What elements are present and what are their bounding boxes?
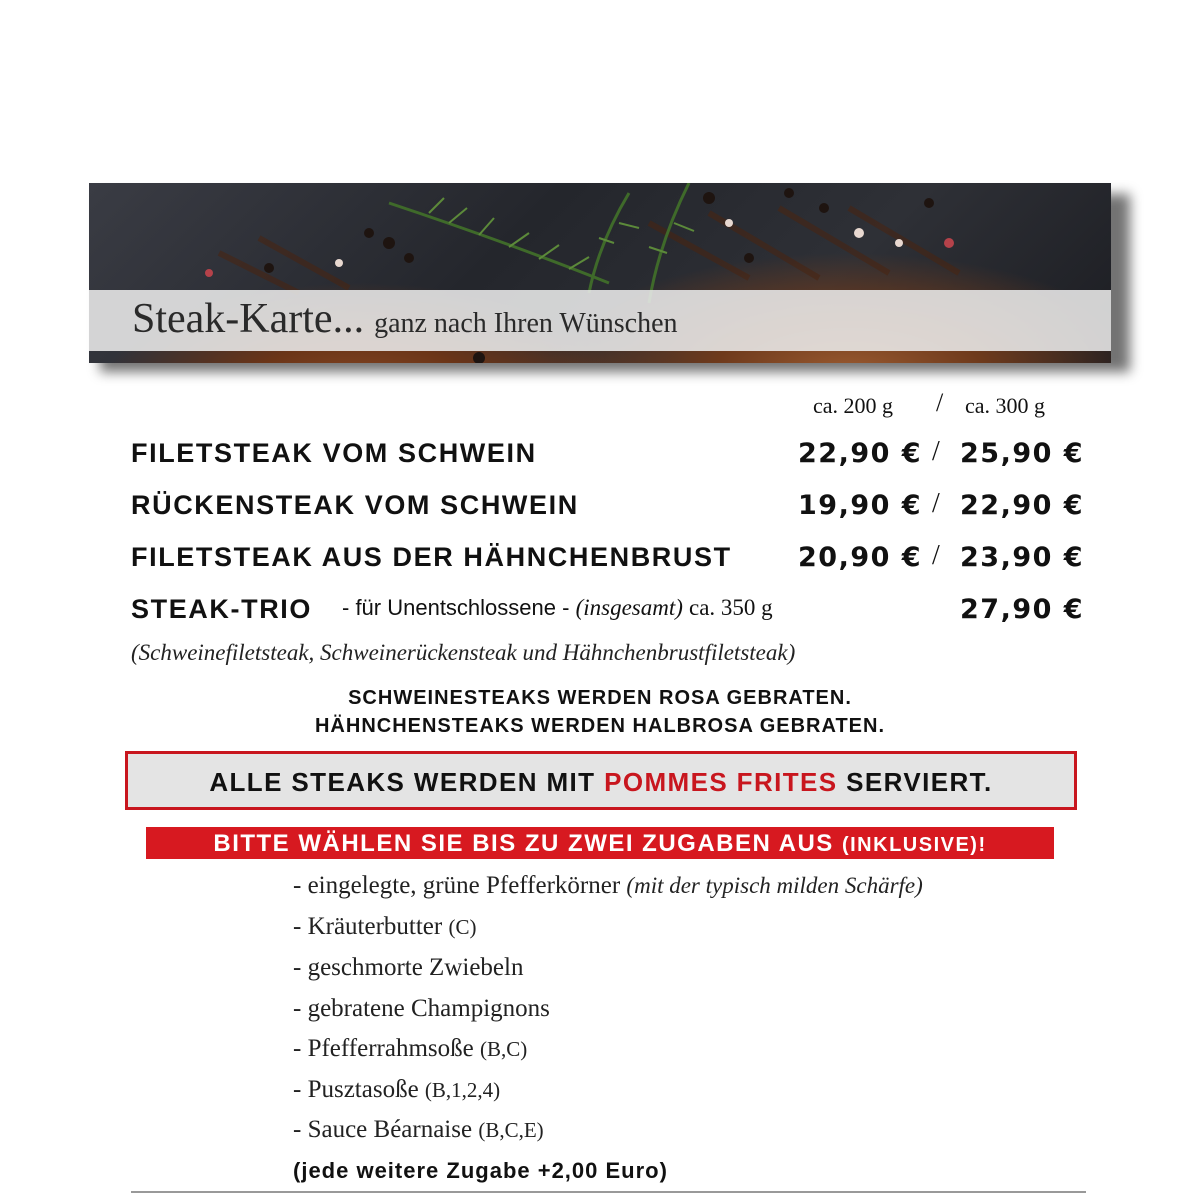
bottom-divider: [131, 1191, 1086, 1193]
list-item: [293, 1035, 527, 1063]
choose-small-text: (INKLUSIVE)!: [841, 834, 987, 856]
note-chicken: HÄHNCHENSTEAKS WERDEN HALBROSA GEBRATEN.: [314, 715, 885, 737]
serve-info-box: [125, 751, 1077, 810]
option-label: - Pusztasoße: [293, 1076, 425, 1103]
choose-main-text: BITTE WÄHLEN SIE BIS ZU ZWEI ZUGABEN AUS: [213, 830, 842, 857]
menu-item-name: FILETSTEAK VOM SCHWEIN: [131, 438, 537, 468]
price-separator: /: [932, 540, 940, 571]
note-pork: SCHWEINESTEAKS WERDEN ROSA GEBRATEN.: [348, 687, 852, 709]
menu-item-name: FILETSTEAK AUS DER HÄHNCHENBRUST: [131, 542, 732, 572]
banner-title-sub: ganz nach Ihren Wünschen: [374, 308, 678, 339]
steak-banner-image: [89, 183, 1111, 363]
banner-title: [132, 295, 678, 343]
list-item: [293, 995, 550, 1023]
size-large-header: ca. 300 g: [965, 393, 1046, 418]
list-item: [293, 872, 923, 900]
menu-item-name: RÜCKENSTEAK VOM SCHWEIN: [131, 490, 579, 520]
size-separator: /: [936, 388, 944, 417]
option-label: - eingelegte, grüne Pfefferkörner: [293, 872, 627, 899]
price-separator: /: [932, 436, 940, 467]
trio-details: [342, 595, 773, 621]
size-small-header: ca. 200 g: [813, 393, 894, 418]
menu-item-price-large: 22,90 €: [960, 490, 1085, 521]
menu-item-price-large: 25,90 €: [960, 438, 1085, 469]
trio-price: 27,90 €: [960, 594, 1085, 625]
price-separator: /: [932, 488, 940, 519]
trio-tagline: - für Unentschlossene -: [342, 595, 570, 620]
extra-charge-note: (jede weitere Zugabe +2,00 Euro): [293, 1158, 668, 1183]
option-allergen-code: (B,C): [479, 1037, 528, 1061]
menu-item-price-small: 22,90 €: [798, 438, 923, 469]
option-label: - Kräuterbutter: [293, 913, 449, 940]
menu-item-price-small: 19,90 €: [798, 490, 923, 521]
option-allergen-code: (B,1,2,4): [424, 1078, 501, 1102]
serve-highlight: POMMES FRITES: [604, 767, 838, 797]
option-allergen-code: (C): [448, 915, 477, 939]
option-allergen-code: (B,C,E): [478, 1118, 544, 1142]
option-note: (mit der typisch milden Schärfe): [626, 873, 923, 898]
option-label: - geschmorte Zwiebeln: [293, 954, 524, 981]
trio-total-label: (insgesamt): [575, 595, 683, 620]
serve-suffix: SERVIERT.: [837, 767, 993, 797]
trio-weight: ca. 350 g: [689, 595, 773, 620]
menu-item-price-large: 23,90 €: [960, 542, 1085, 573]
list-item: [293, 954, 523, 982]
banner-title-main: Steak-Karte...: [132, 296, 365, 342]
option-label: - Sauce Béarnaise: [293, 1116, 479, 1143]
trio-name: STEAK-TRIO: [131, 594, 312, 624]
option-label: - Pfefferrahmsoße: [293, 1035, 480, 1062]
trio-description: (Schweinefiletsteak, Schweinerückensteak und Hähnchenbrustfiletsteak): [131, 640, 796, 665]
list-item: [293, 913, 476, 941]
list-item: [293, 1116, 544, 1144]
choose-extras-banner: [146, 827, 1054, 859]
serve-prefix: ALLE STEAKS WERDEN MIT: [209, 767, 605, 797]
menu-item-price-small: 20,90 €: [798, 542, 923, 573]
list-item: [293, 1076, 500, 1104]
option-label: - gebratene Champignons: [293, 995, 550, 1022]
